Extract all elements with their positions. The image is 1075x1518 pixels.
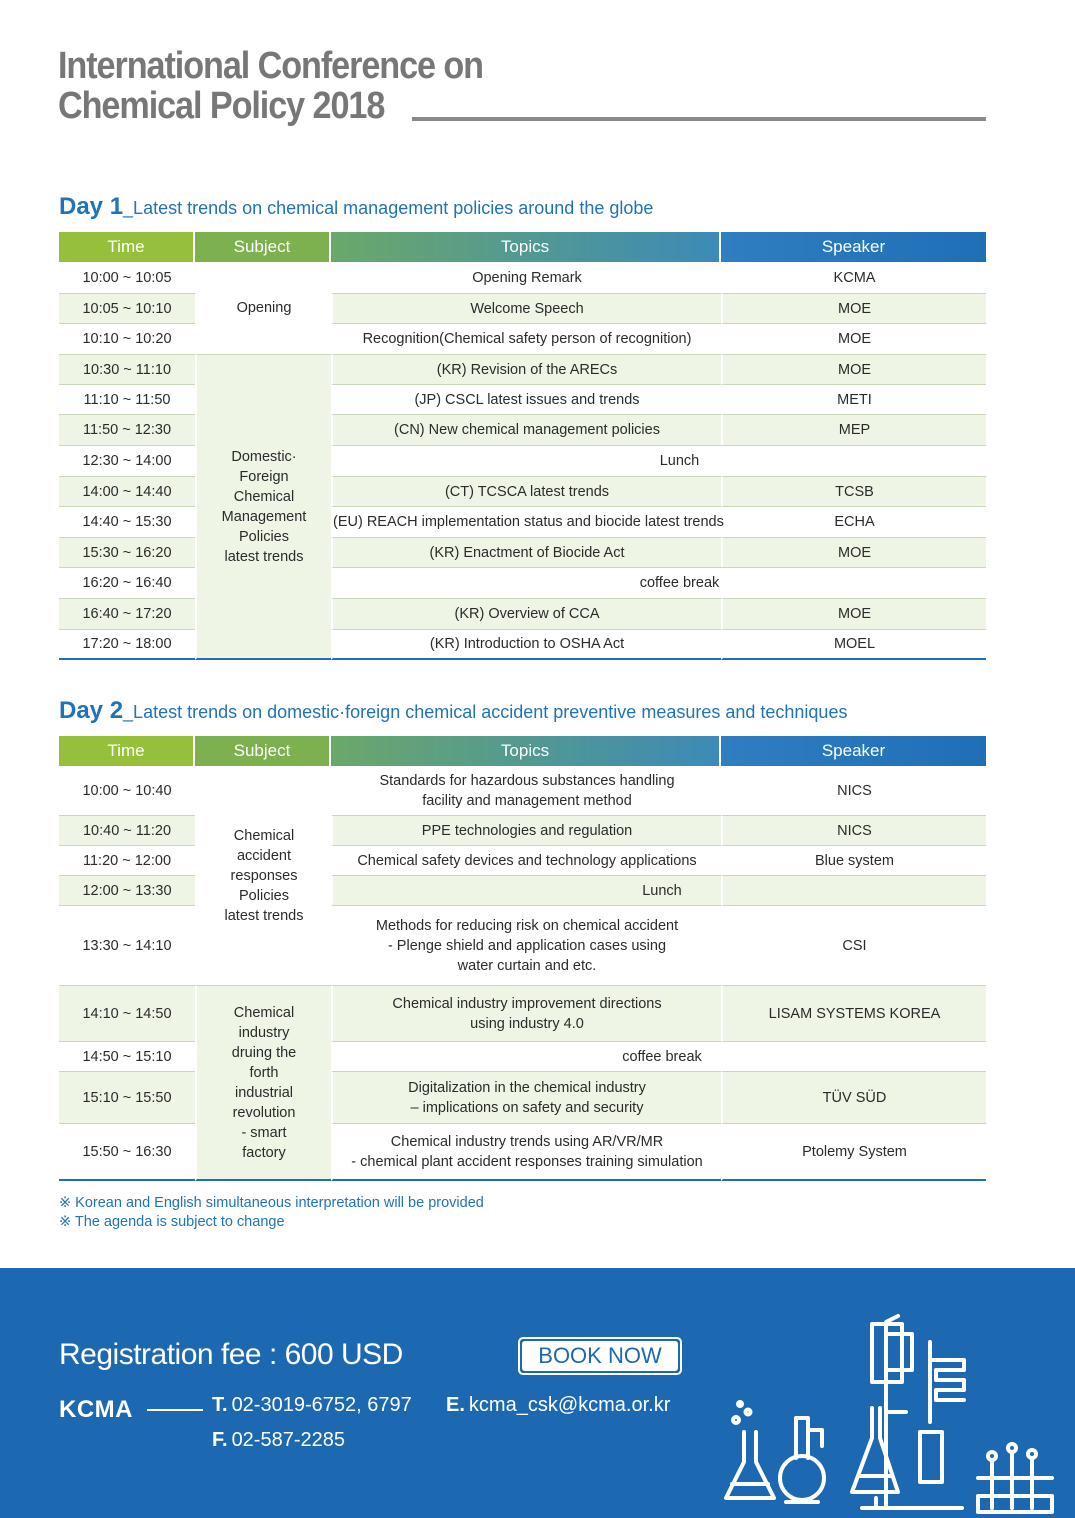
row-time: 17:20 ~ 18:00 (59, 629, 195, 660)
row-time: 14:50 ~ 15:10 (59, 1041, 195, 1071)
contact-fax (212, 1429, 345, 1452)
row-topic-coffee: coffee break (331, 1041, 721, 1071)
notes (59, 1194, 484, 1232)
row-time: 14:00 ~ 14:40 (59, 476, 195, 506)
subject-chemical-accident: Chemical accident responses Policies latest trends (195, 766, 331, 985)
lab-stand-icon (862, 1316, 962, 1508)
row-speaker: MOE (721, 293, 986, 323)
table-row (59, 262, 986, 293)
org-divider (147, 1409, 203, 1411)
table-row (59, 354, 986, 384)
row-topic: (KR) Introduction to OSHA Act (331, 629, 721, 660)
flask-icon (726, 1402, 774, 1498)
row-speaker: MOE (721, 354, 986, 384)
row-time: 15:50 ~ 16:30 (59, 1123, 195, 1181)
day2-agenda-table (59, 736, 986, 1181)
day2-heading (59, 697, 847, 725)
table-row (59, 985, 986, 1041)
row-speaker: NICS (721, 766, 986, 815)
org-name: KCMA (59, 1396, 133, 1423)
row-topic: (JP) CSCL latest issues and trends (331, 384, 721, 414)
row-topic: Methods for reducing risk on chemical accident - Plenge shield and application cases using water curtain and etc. (331, 905, 721, 985)
header-subject: Subject (195, 736, 331, 766)
row-topic-lunch: Lunch (331, 875, 721, 905)
subject-domestic-foreign: Domestic· Foreign Chemical Management Policies latest trends (195, 354, 331, 660)
row-time: 13:30 ~ 14:10 (59, 905, 195, 985)
row-topic: (KR) Enactment of Biocide Act (331, 537, 721, 567)
row-time: 14:10 ~ 14:50 (59, 985, 195, 1041)
row-speaker: MOE (721, 323, 986, 354)
note-interpretation: ※ Korean and English simultaneous interpretation will be provided (59, 1195, 484, 1211)
row-speaker: TCSB (721, 476, 986, 506)
day2-label: Day 2 (59, 697, 124, 724)
contact-email[interactable] (446, 1394, 670, 1417)
row-time: 15:30 ~ 16:20 (59, 537, 195, 567)
row-speaker (721, 875, 986, 905)
subject-chemical-industry: Chemical industry druing the forth industrial revolution - smart factory (195, 985, 331, 1181)
title-line-1: International Conference on (58, 45, 483, 87)
row-speaker: KCMA (721, 262, 986, 293)
registration-fee: Registration fee : 600 USD (59, 1338, 403, 1371)
row-topic: Chemical industry trends using AR/VR/MR - chemical plant accident responses training simulation (331, 1123, 721, 1181)
row-speaker: Blue system (721, 845, 986, 875)
header-topics: Topics (331, 232, 721, 262)
row-topic: Opening Remark (331, 262, 721, 293)
row-speaker: MEP (721, 414, 986, 445)
row-time: 10:00 ~ 10:40 (59, 766, 195, 815)
note-agenda-change: ※ The agenda is subject to change (59, 1214, 285, 1230)
header-time: Time (59, 736, 195, 766)
fax-number: 02-587-2285 (231, 1429, 345, 1451)
row-time: 12:30 ~ 14:00 (59, 445, 195, 476)
day1-agenda-table (59, 232, 986, 660)
row-topic: (CN) New chemical management policies (331, 414, 721, 445)
header-speaker: Speaker (721, 232, 986, 262)
row-topic: Welcome Speech (331, 293, 721, 323)
row-speaker: CSI (721, 905, 986, 985)
condenser-icon (920, 1342, 964, 1482)
row-speaker: MOEL (721, 629, 986, 660)
row-time: 10:05 ~ 10:10 (59, 293, 195, 323)
row-topic: Chemical industry improvement directions using industry 4.0 (331, 985, 721, 1041)
row-topic-coffee: coffee break (331, 567, 986, 598)
round-flask-icon (780, 1418, 824, 1502)
fax-label: F. (212, 1429, 228, 1451)
title-line-2: Chemical Policy 2018 (58, 85, 385, 127)
row-time: 14:40 ~ 15:30 (59, 506, 195, 537)
row-speaker: TÜV SÜD (721, 1071, 986, 1123)
day2-description: _Latest trends on domestic·foreign chemical accident preventive measures and techniques (123, 702, 848, 722)
row-topic: Chemical safety devices and technology applications (331, 845, 721, 875)
row-topic: (EU) REACH implementation status and biocide latest trends (331, 506, 721, 537)
header-subject: Subject (195, 232, 331, 262)
tel-label: T. (212, 1394, 228, 1416)
row-time: 10:10 ~ 10:20 (59, 323, 195, 354)
row-topic: (CT) TCSCA latest trends (331, 476, 721, 506)
subject-opening: Opening (195, 262, 331, 354)
row-speaker: LISAM SYSTEMS KOREA (721, 985, 986, 1041)
email-address: kcma_csk@kcma.or.kr (468, 1394, 671, 1416)
row-topic: Standards for hazardous substances handling facility and management method (331, 766, 721, 815)
row-topic: Digitalization in the chemical industry – implications on safety and security (331, 1071, 721, 1123)
header-time: Time (59, 232, 195, 262)
row-time: 10:00 ~ 10:05 (59, 262, 195, 293)
row-time: 11:10 ~ 11:50 (59, 384, 195, 414)
row-speaker: MOE (721, 598, 986, 629)
test-tube-rack-icon (978, 1444, 1052, 1512)
lab-glassware-illustration (722, 1312, 1062, 1518)
row-topic: PPE technologies and regulation (331, 815, 721, 845)
header-speaker: Speaker (721, 736, 986, 766)
row-speaker: NICS (721, 815, 986, 845)
contact-tel (212, 1394, 412, 1417)
header-topics: Topics (331, 736, 721, 766)
row-time: 10:40 ~ 11:20 (59, 815, 195, 845)
book-now-label: BOOK NOW (522, 1341, 678, 1371)
row-time: 16:20 ~ 16:40 (59, 567, 195, 598)
row-speaker: ECHA (721, 506, 986, 537)
erlenmeyer-flask-icon (852, 1408, 898, 1508)
row-speaker (721, 1041, 986, 1071)
day1-heading (59, 193, 653, 221)
row-topic: (KR) Overview of CCA (331, 598, 721, 629)
row-time: 16:40 ~ 17:20 (59, 598, 195, 629)
row-time: 11:20 ~ 12:00 (59, 845, 195, 875)
row-speaker: Ptolemy System (721, 1123, 986, 1181)
email-label: E. (446, 1394, 465, 1416)
row-topic: (KR) Revision of the ARECs (331, 354, 721, 384)
tel-number: 02-3019-6752, 6797 (231, 1394, 412, 1416)
row-topic: Recognition(Chemical safety person of recognition) (331, 323, 721, 354)
title-rule (412, 117, 986, 121)
book-now-button[interactable] (518, 1337, 682, 1375)
table-row (59, 766, 986, 815)
row-speaker: METI (721, 384, 986, 414)
day1-label: Day 1 (59, 193, 124, 220)
row-speaker: MOE (721, 537, 986, 567)
conference-title (58, 46, 483, 126)
day1-description: _Latest trends on chemical management policies around the globe (123, 198, 654, 218)
row-time: 10:30 ~ 11:10 (59, 354, 195, 384)
footer-banner (0, 1268, 1075, 1518)
row-topic-lunch: Lunch (331, 445, 986, 476)
row-time: 11:50 ~ 12:30 (59, 414, 195, 445)
row-time: 15:10 ~ 15:50 (59, 1071, 195, 1123)
row-time: 12:00 ~ 13:30 (59, 875, 195, 905)
